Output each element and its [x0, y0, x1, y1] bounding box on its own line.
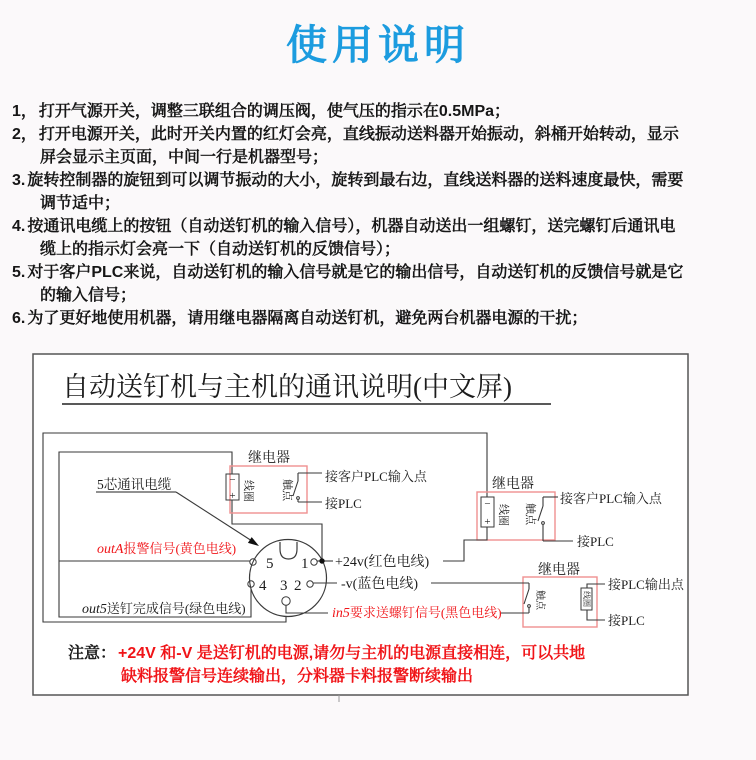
contact-label: 触点	[281, 479, 293, 501]
plc-label: 接PLC	[325, 496, 362, 511]
contact-label: 触点	[524, 503, 536, 525]
instruction-text: 调节适中；	[40, 195, 121, 212]
plc-input-label: 接客户PLC输入点	[325, 469, 427, 484]
in5-label	[332, 605, 502, 621]
instruction-number: 4.	[12, 218, 26, 235]
neg-v-label: -v(蓝色电线)	[341, 577, 418, 592]
instruction-number: 2，	[12, 126, 37, 143]
instruction-text: 按通讯电缆上的按钮（自动送钉机的输入信号），机器自动送出一组螺钉，送完螺钉后通讯电	[27, 218, 676, 235]
instruction-number: 3.	[12, 172, 26, 189]
coil-label: 线圈	[497, 504, 509, 526]
instruction-text: 缆上的指示灯会亮一下（自动送钉机的反馈信号）；	[40, 241, 401, 258]
out5-text: 送钉完成信号(绿色电线)	[106, 601, 246, 616]
connector-notch	[280, 542, 297, 559]
instruction-text: 打开电源开关，此时开关内置的红灯会亮，直线振动送料器开始振动，斜桶开始转动，显示	[38, 126, 679, 143]
junction-dot	[319, 558, 324, 563]
out5-label	[82, 601, 246, 617]
page-title: 使用说明	[286, 22, 470, 68]
instruction-text: 对于客户PLC来说，自动送钉机的输入信号就是它的输出信号，自动送钉机的反馈信号就是它	[27, 264, 684, 281]
note-line-1a: +24V 和-V	[118, 645, 197, 662]
cable-label: 5芯通讯电缆	[97, 477, 172, 492]
plc-input-label: 接客户PLC输入点	[560, 491, 662, 506]
pin-1-label: 1	[301, 556, 309, 572]
24v-label: +24v(红色电线)	[335, 555, 430, 570]
diagram-frame	[33, 354, 688, 695]
plc-output-label: 接PLC输出点	[608, 577, 684, 592]
in5-text: 要求送螺钉信号(黑色电线)	[349, 605, 502, 620]
relay-label: 继电器	[492, 477, 534, 492]
note-line-1	[118, 643, 585, 663]
instruction-number: 6.	[12, 310, 26, 327]
pin-2-label: 2	[294, 578, 302, 594]
outa-text: 报警信号(黄色电线)	[123, 541, 237, 556]
instruction-text: 打开气源开关，调整三联组合的调压阀，使气压的指示在0.5MPa；	[38, 103, 511, 120]
note-line-1b: 是送钉机的电源,请勿与主机的电源直接相连，可以共地	[196, 645, 586, 662]
instruction-text: 为了更好地使用机器，请用继电器隔离自动送钉机，避免两台机器电源的干扰；	[27, 310, 588, 327]
instruction-text: 屏会显示主页面，中间一行是机器型号；	[40, 149, 329, 166]
relay-label: 继电器	[248, 451, 290, 466]
instruction-number: 1，	[12, 103, 37, 120]
contact-label: 触点	[534, 590, 545, 610]
pin-5-label: 5	[266, 556, 274, 572]
out5-prefix: out5	[82, 602, 107, 617]
pin-4-label: 4	[259, 578, 267, 594]
relay-label: 继电器	[538, 563, 580, 578]
outa-prefix: outA	[97, 542, 124, 557]
instruction-number: 5.	[12, 264, 26, 281]
coil-minus: −	[229, 474, 236, 486]
coil-plus: +	[229, 490, 236, 502]
instruction-text: 旋转控制器的旋钮到可以调节振动的大小，旋转到最右边，直线送料器的送料速度最快，需要	[27, 172, 684, 189]
instruction-text: 的输入信号；	[40, 287, 137, 304]
note-label: 注意：	[68, 645, 117, 662]
coil-minus: −	[484, 498, 491, 510]
plc-label: 接PLC	[608, 613, 645, 628]
plc-label: 接PLC	[577, 534, 614, 549]
diagram-title: 自动送钉机与主机的通讯说明(中文屏)	[62, 372, 512, 402]
note-line-2: 缺料报警信号连续输出，分料器卡料报警断续输出	[121, 668, 474, 685]
coil-plus: +	[484, 516, 491, 528]
coil-label: 线圈	[242, 480, 254, 502]
coil-label: 线圈	[582, 591, 591, 607]
outa-label	[97, 541, 236, 557]
pin-3-label: 3	[280, 578, 288, 594]
in5-prefix: in5	[332, 606, 350, 621]
